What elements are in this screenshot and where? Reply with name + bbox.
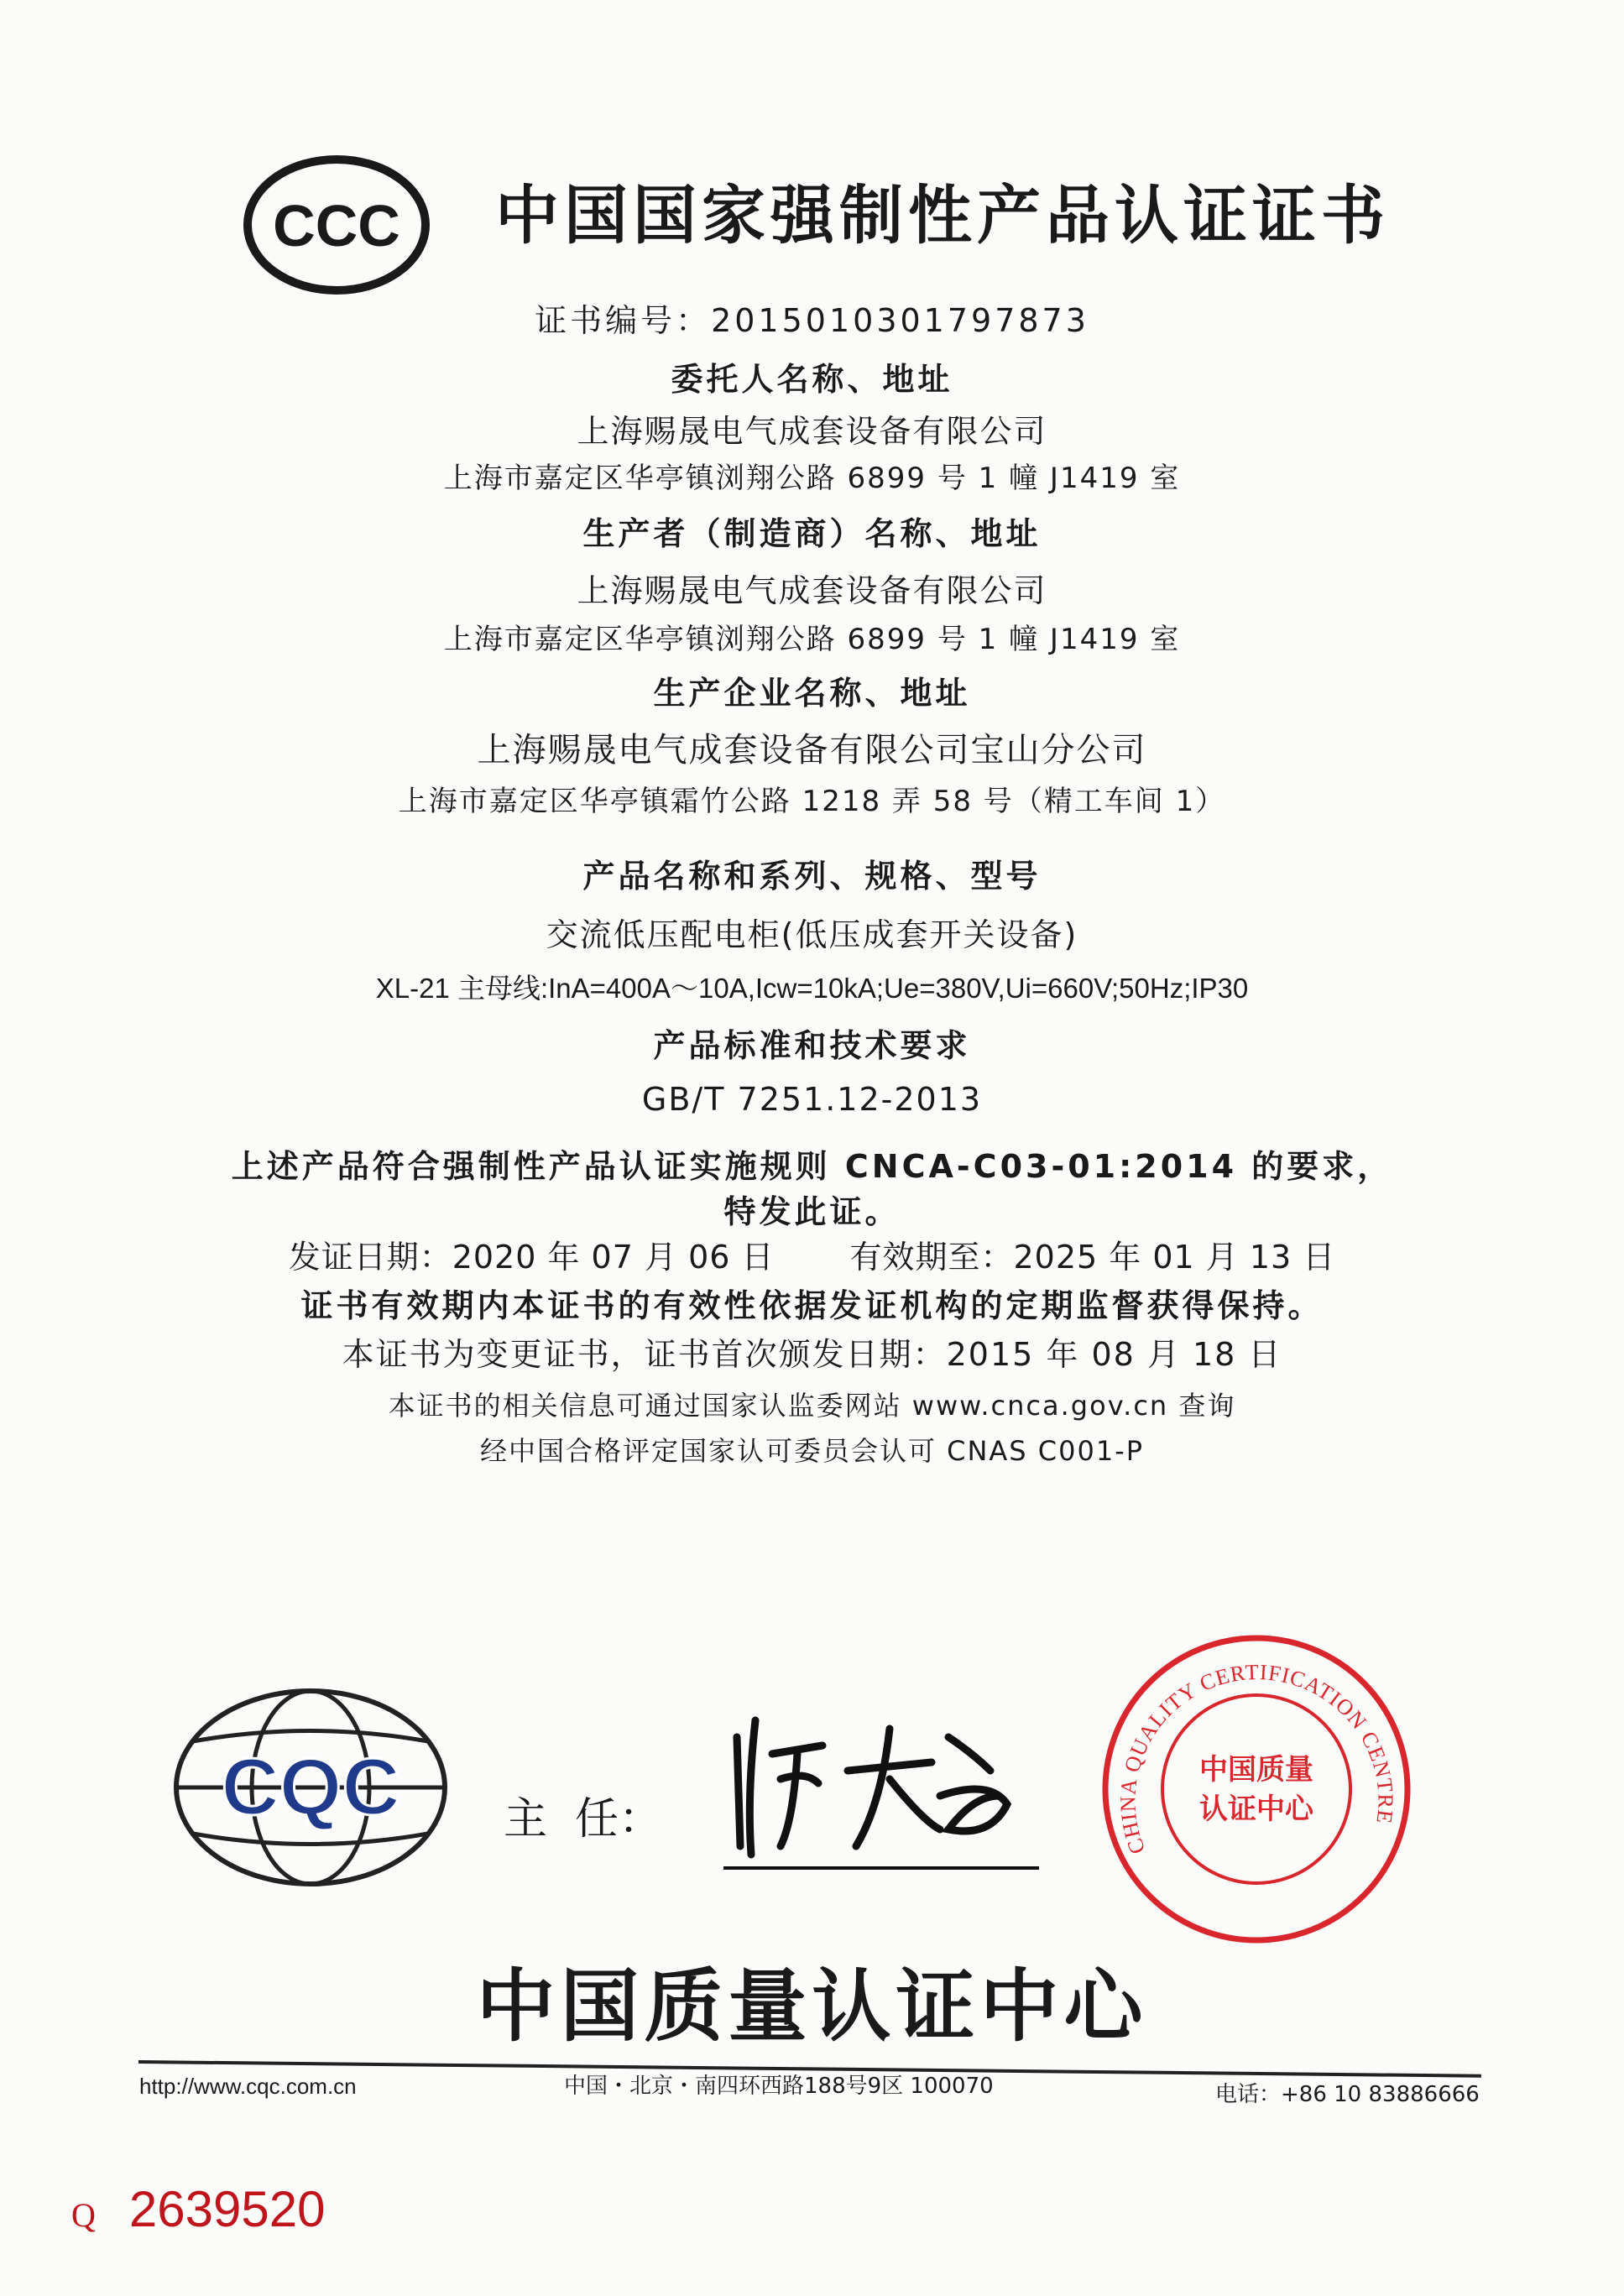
manufacturer-heading: 生产者（制造商）名称、地址 [582, 515, 1042, 552]
conformity-statement-end: 特发此证。 [723, 1193, 901, 1230]
footer-phone: 电话：+86 10 83886666 [1215, 2082, 1480, 2107]
serial-value: 2639520 [128, 2181, 326, 2237]
applicant-heading: 委托人名称、地址 [671, 361, 953, 398]
product-heading: 产品名称和系列、规格、型号 [582, 858, 1042, 895]
svg-text:中国质量: 中国质量 [1199, 1753, 1313, 1787]
ccc-logo [242, 154, 431, 296]
factory-heading: 生产企业名称、地址 [653, 675, 971, 712]
serial-number [71, 2182, 325, 2237]
svg-text:CCC: CCC [273, 193, 400, 258]
footer-address: 中国・北京・南四环西路188号9区 100070 [564, 2074, 994, 2099]
certificate-title: 中国国家强制性产品认证证书 [495, 178, 1390, 253]
applicant-address: 上海市嘉定区华亭镇浏翔公路 6899 号 1 幢 J1419 室 [443, 462, 1181, 495]
svg-text:CHINA QUALITY CERTIFICATION CE: CHINA QUALITY CERTIFICATION CENTRE [1115, 1659, 1398, 1858]
validity-note: 证书有效期内本证书的有效性依据发证机构的定期监督获得保持。 [300, 1287, 1324, 1324]
product-model: XL-21 主母线:InA=400A～10A,Icw=10kA;Ue=380V,Ui=660V;50Hz;IP30 [375, 973, 1249, 1004]
website-note: 本证书的相关信息可通过国家认监委网站 www.cnca.gov.cn 查询 [388, 1390, 1236, 1422]
dates-row [0, 1240, 1624, 1276]
applicant-name: 上海赐晟电气成套设备有限公司 [577, 413, 1047, 450]
footer-website: http://www.cqc.com.cn [139, 2074, 357, 2099]
issuer-name: 中国质量认证中心 [476, 1961, 1148, 2053]
svg-text:CQC: CQC [221, 1742, 400, 1832]
conformity-statement: 上述产品符合强制性产品认证实施规则 CNCA-C03-01:2014 的要求， [231, 1148, 1393, 1185]
standard-heading: 产品标准和技术要求 [653, 1027, 971, 1064]
standard: GB/T 7251.12-2013 [641, 1081, 983, 1118]
factory-address: 上海市嘉定区华亭镇霜竹公路 1218 弄 58 号（精工车间 1） [398, 785, 1226, 818]
certification-seal [1099, 1632, 1414, 1947]
serial-prefix: Q [71, 2196, 96, 2234]
director-label: 主 任： [504, 1794, 663, 1845]
cnas-note: 经中国合格评定国家认可委员会认可 CNAS C001-P [479, 1435, 1145, 1467]
manufacturer-name: 上海赐晟电气成套设备有限公司 [577, 572, 1047, 609]
certificate-number: 证书编号：2015010301797873 [535, 302, 1089, 339]
change-note: 本证书为变更证书，证书首次颁发日期：2015 年 08 月 18 日 [342, 1336, 1282, 1373]
cqc-logo [172, 1687, 449, 1888]
director-signature [722, 1704, 1041, 1871]
product-name: 交流低压配电柜(低压成套开关设备) [546, 916, 1078, 953]
factory-name: 上海赐晟电气成套设备有限公司宝山分公司 [477, 731, 1147, 770]
manufacturer-address: 上海市嘉定区华亭镇浏翔公路 6899 号 1 幢 J1419 室 [443, 623, 1181, 656]
valid-until: 有效期至：2025 年 01 月 13 日 [849, 1239, 1336, 1276]
issue-date: 发证日期：2020 年 07 月 06 日 [288, 1239, 775, 1276]
svg-text:认证中心: 认证中心 [1199, 1792, 1313, 1826]
